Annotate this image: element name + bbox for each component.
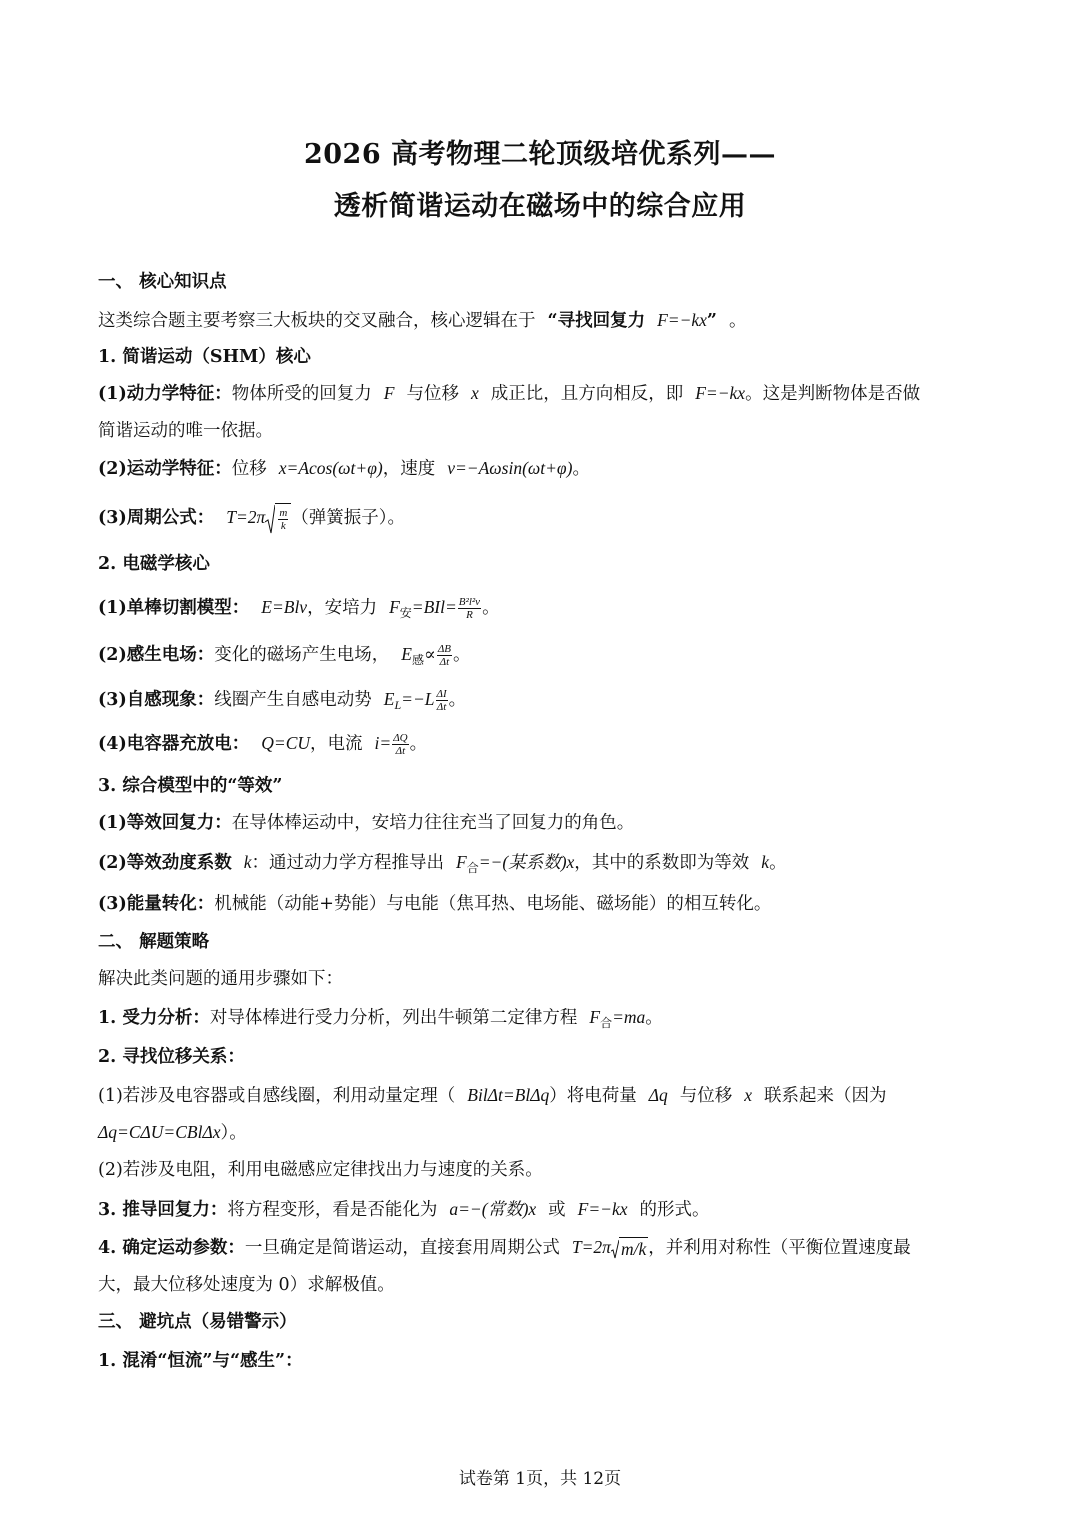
step-1-paragraph [98, 1006, 988, 1034]
induced-frac-den: Δt [439, 656, 450, 668]
acceleration-formula: a=−(常数)x [449, 1199, 537, 1219]
step-1-end: 。 [645, 1008, 663, 1028]
equiv-restoring-label: (1)等效回复力： [98, 813, 232, 833]
step-3-text-c: 的形式。 [639, 1200, 710, 1220]
step-3-text-a: 将方程变形，看是否能化为 [227, 1200, 438, 1220]
step-4-text-a: 一旦确定是简谐运动，直接套用周期公式 [244, 1238, 560, 1258]
shm-kinematics-text-a: 位移 [231, 459, 267, 479]
sqrt-symbol [265, 503, 291, 534]
ampere-force-subscript: 安 [399, 606, 412, 620]
equiv-k-text-a: ：通过动力学方程推导出 [251, 853, 445, 873]
self-induction-label: (3)自感现象： [98, 690, 215, 710]
shm-period-paragraph [98, 502, 988, 534]
charge-relation-formula: Δq=CΔU=CBlΔx [98, 1122, 221, 1142]
shm-dynamics-continuation: 简谐运动的唯一依据。 [98, 421, 273, 441]
displacement-x: x [744, 1085, 753, 1105]
equiv-k-end: 。 [769, 853, 787, 873]
step-1-F: F [589, 1007, 601, 1027]
single-rod-paragraph [98, 593, 988, 627]
intro-key-phrase: “寻找回复力 [547, 311, 646, 331]
step-1-eq: =ma [612, 1007, 646, 1027]
ampere-force-F: F [389, 597, 400, 617]
net-force-eq: =−(某系数)x [478, 852, 575, 872]
shm-period-T: T=2π [226, 507, 266, 527]
energy-text: 机械能（动能+势能）与电能（焦耳热、电场能、磁场能）的相互转化。 [214, 894, 772, 914]
shm-dynamics-formula: F=−kx [695, 383, 746, 403]
equiv-k-text-b: ，其中的系数即为等效 [574, 853, 750, 873]
step-4-label: 4. 确定运动参数： [98, 1238, 245, 1258]
equiv-k-symbol-2: k [761, 852, 770, 872]
self-E: E [383, 689, 395, 709]
shm-dynamics-x: x [470, 383, 479, 403]
period-frac-num: m [279, 507, 288, 519]
shm-dynamics-label: (1)动力学特征： [98, 384, 232, 404]
equiv-k-paragraph [98, 851, 988, 879]
step-2-p1-text-c: 与位移 [679, 1086, 733, 1106]
title-line-2: 透析简谐运动在磁场中的综合应用 [333, 191, 747, 222]
induced-frac-num: ΔB [437, 643, 451, 655]
step-2-p1-continuation [98, 1121, 988, 1144]
pitfall-1: 1. 混淆“恒流”与“感生”： [98, 1351, 303, 1371]
shm-dynamics-text-c: 成正比，且方向相反，即 [490, 384, 684, 404]
shm-kinematics-paragraph [98, 457, 988, 480]
capacitor-label: (4)电容器充放电： [98, 734, 250, 754]
energy-label: (3)能量转化： [98, 894, 215, 914]
step-2-p2: (2)若涉及电阻，利用电磁感应定律找出力与速度的关系。 [98, 1160, 543, 1180]
step-4-paragraph [98, 1236, 988, 1260]
induced-field-label: (2)感生电场： [98, 645, 215, 665]
shm-displacement-formula: x=Acos(ωt+φ) [278, 458, 383, 478]
shm-kinematics-label: (2)运动学特征： [98, 459, 232, 479]
shm-velocity-formula: v=−Aωsin(ωt+φ) [447, 458, 573, 478]
subsection-1-1-heading: 1. 简谐运动（SHM）核心 [98, 347, 311, 367]
capacitor-end: 。 [409, 734, 428, 754]
proportional-symbol: ∝ [423, 645, 436, 665]
ampere-frac-den: R [466, 609, 473, 621]
step-2-p1-text-d: 联系起来（因为 [764, 1086, 887, 1106]
step-3-paragraph [98, 1198, 988, 1221]
induced-E: E [401, 644, 412, 664]
section-1-intro [98, 309, 988, 332]
current-frac-num: ΔQ [393, 732, 408, 744]
step-4-T: T=2π [571, 1237, 611, 1257]
step-2-p1-text-a: (1)若涉及电容器或自感线圈，利用动量定理（ [98, 1086, 456, 1106]
title-line-1: 2026 高考物理二轮顶级培优系列—— [303, 139, 777, 170]
shm-kinematics-end: 。 [572, 459, 590, 479]
energy-paragraph [98, 893, 988, 915]
step-2-label: 2. 寻找位移关系： [98, 1047, 245, 1067]
shm-period-text: （弹簧振子）。 [291, 508, 406, 528]
single-rod-text-a: ，安培力 [307, 598, 378, 618]
capacitor-paragraph [98, 729, 988, 758]
self-induction-paragraph [98, 685, 988, 719]
self-E-eq: =−L [401, 689, 435, 709]
current-frac-den: Δt [395, 745, 406, 757]
self-induction-text: 线圈产生自感电动势 [214, 690, 372, 710]
step-4-radicand: m/k [620, 1239, 647, 1259]
sqrt-symbol-inline [611, 1237, 648, 1260]
step-2-p1 [98, 1084, 988, 1107]
momentum-theorem-formula: BilΔt=BlΔq [467, 1085, 550, 1105]
shm-dynamics-paragraph [98, 382, 988, 405]
section-3-heading: 三、 避坑点（易错警示） [98, 1312, 297, 1332]
step-4-text-b: ，并利用对称性（平衡位置速度最 [648, 1238, 911, 1258]
shm-dynamics-text-d: 。这是判断物体是否做 [745, 384, 921, 404]
intro-text: 这类综合题主要考察三大板块的交叉融合，核心逻辑在于 [98, 311, 536, 331]
shm-dynamics-F: F [383, 383, 395, 403]
single-rod-end: 。 [482, 598, 500, 618]
self-frac-num: ΔI [436, 688, 447, 700]
self-induction-end: 。 [448, 690, 467, 710]
step-1-text: 对导体棒进行受力分析，列出牛顿第二定律方程 [209, 1008, 578, 1028]
shm-dynamics-text-b: 与位移 [406, 384, 459, 404]
capacitor-text: ，电流 [310, 734, 363, 754]
page-footer: 试卷第 1页，共 12页 [458, 1469, 622, 1489]
ampere-frac-num: B²l²v [458, 596, 481, 608]
step-1-F-subscript: 合 [600, 1016, 613, 1030]
step-1-label: 1. 受力分析： [98, 1008, 210, 1028]
induced-E-subscript: 感 [411, 653, 424, 667]
induced-field-text: 变化的磁场产生电场， [214, 645, 390, 665]
net-force-subscript: 合 [466, 861, 479, 875]
current-i: i= [374, 733, 392, 753]
shm-dynamics-text-a: 物体所受的回复力 [231, 384, 372, 404]
period-frac-den: k [280, 520, 286, 532]
step-4-continuation: 大，最大位移处速度为 0）求解极值。 [98, 1275, 395, 1295]
induced-field-paragraph [98, 640, 988, 674]
charge-dq: Δq [648, 1085, 668, 1105]
induced-field-end: 。 [453, 645, 471, 665]
subsection-1-3-heading: 3. 综合模型中的“等效” [98, 776, 283, 796]
section-2-intro: 解决此类问题的通用步骤如下： [98, 969, 343, 989]
step-3-label: 3. 推导回复力： [98, 1200, 228, 1220]
intro-period: 。 [729, 311, 747, 331]
step-3-or: 或 [548, 1200, 566, 1220]
net-force-F: F [456, 852, 467, 872]
section-2-heading: 二、 解题策略 [98, 932, 210, 952]
equiv-k-symbol: k [243, 852, 252, 872]
emf-formula: E=Blv [261, 597, 308, 617]
self-E-subscript: L [394, 698, 402, 712]
step-2-p1-text-b: ）将电荷量 [549, 1086, 637, 1106]
section-1-heading: 一、 核心知识点 [98, 272, 227, 292]
shm-kinematics-text-b: ，速度 [382, 459, 436, 479]
intro-formula: F=−kx [657, 310, 707, 330]
shm-period-label: (3)周期公式： [98, 508, 215, 528]
equiv-restoring-paragraph [98, 812, 988, 834]
ampere-force-eq: =BIl= [411, 597, 457, 617]
intro-close-quote: ” [706, 311, 717, 331]
single-rod-label: (1)单棒切割模型： [98, 598, 250, 618]
subsection-1-2-heading: 2. 电磁学核心 [98, 554, 210, 574]
self-frac-den: Δt [436, 701, 447, 713]
equiv-k-label: (2)等效劲度系数 [98, 853, 232, 873]
equiv-restoring-text: 在导体棒运动中，安培力往往充当了回复力的角色。 [231, 813, 635, 833]
step-2-p1-text-e: ）。 [220, 1123, 247, 1143]
capacitor-formula: Q=CU [261, 733, 311, 753]
restoring-formula: F=−kx [577, 1199, 628, 1219]
